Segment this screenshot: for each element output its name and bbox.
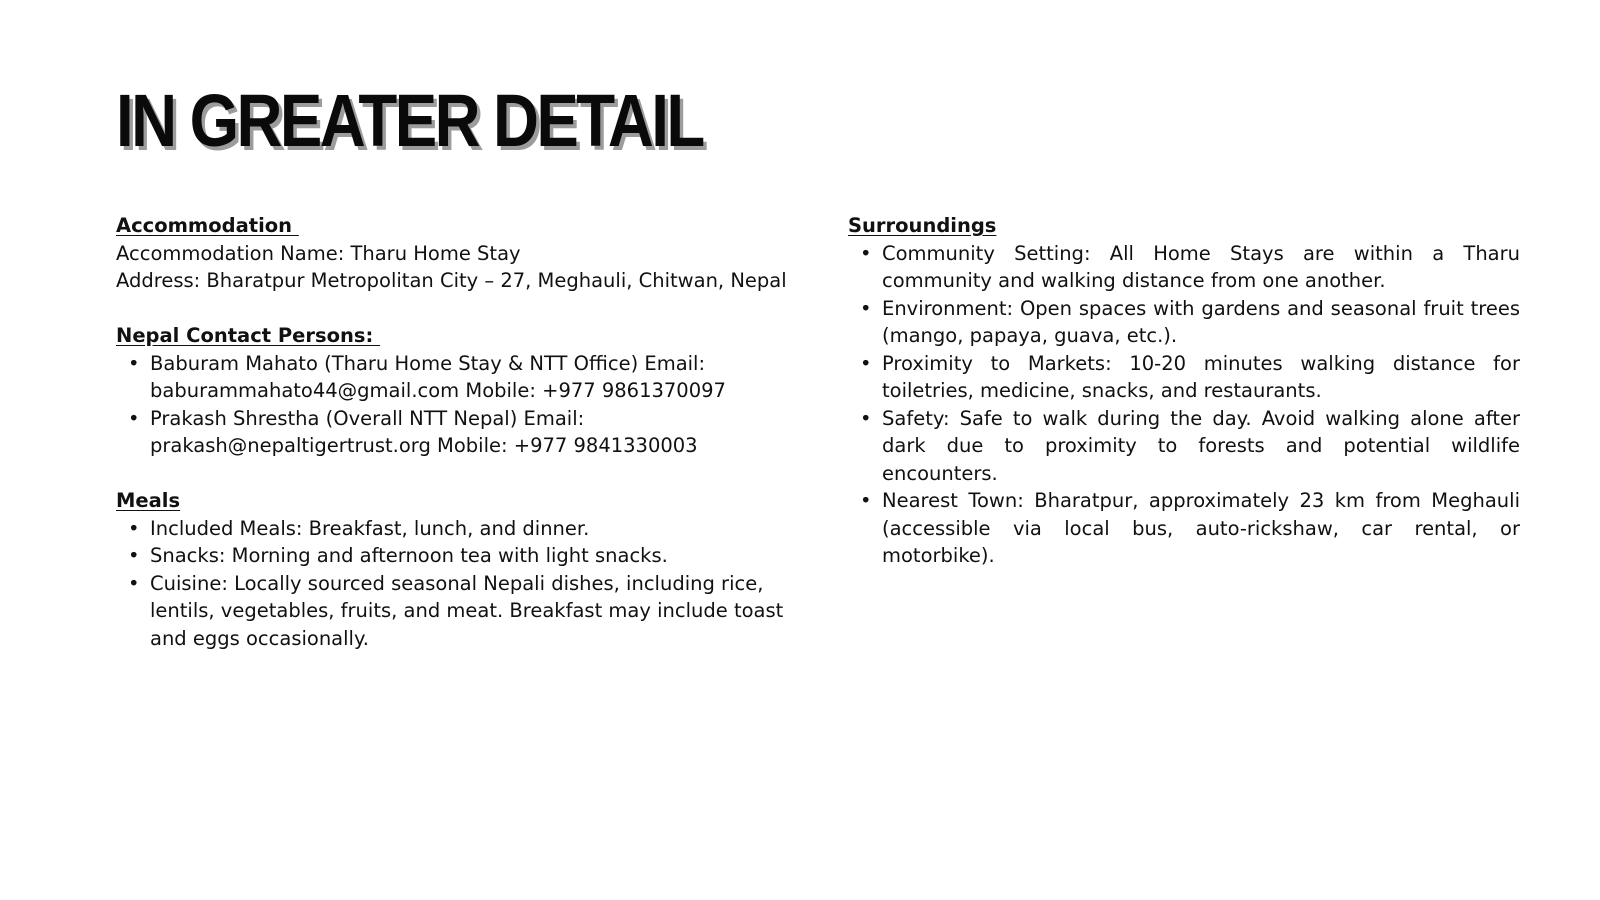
surroundings-heading: Surroundings — [848, 214, 997, 237]
accommodation-heading: Accommodation — [116, 214, 299, 237]
contact-item — [116, 405, 816, 460]
contacts-heading: Nepal Contact Persons: — [116, 324, 381, 347]
surroundings-item: • Safety: Safe to walk during the day. Avoid walking alone after dark due to proximity to forests and potential wildlife encounters. — [848, 405, 1520, 488]
meal-item: • Cuisine: Locally sourced seasonal Nepali dishes, including rice, lentils, vegetables, fruits, and meat. Breakfast may include toast and eggs occasionally. — [116, 570, 816, 653]
accommodation-address: Address: Bharatpur Metropolitan City – 27, Meghauli, Chitwan, Nepal — [116, 269, 787, 292]
surroundings-section — [848, 212, 1520, 570]
surroundings-list — [848, 240, 1520, 570]
contact-details-line: prakash@nepaltigertrust.org Mobile: +977 9841330003 — [150, 434, 698, 457]
meals-heading: Meals — [116, 489, 181, 512]
contact-name-line: • Prakash Shrestha (Overall NTT Nepal) Email: — [150, 406, 585, 430]
contacts-list — [116, 350, 816, 460]
surroundings-item: • Nearest Town: Bharatpur, approximately 23 km from Meghauli (accessible via local bus, auto-rickshaw, car rental, or motorbike). — [848, 487, 1520, 570]
section-spacer — [116, 295, 816, 323]
meal-item: • Included Meals: Breakfast, lunch, and dinner. — [116, 515, 816, 543]
surroundings-item: • Community Setting: All Home Stays are within a Tharu community and walking distance from one another. — [848, 240, 1520, 295]
accommodation-section — [116, 212, 816, 295]
left-column — [116, 212, 816, 652]
contact-name-line: • Baburam Mahato (Tharu Home Stay & NTT Office) Email: — [150, 351, 706, 375]
contacts-section — [116, 322, 816, 460]
accommodation-name: Accommodation Name: Tharu Home Stay — [116, 241, 521, 265]
meals-list — [116, 515, 816, 653]
contact-item — [116, 350, 816, 405]
meals-section — [116, 487, 816, 652]
surroundings-item: • Environment: Open spaces with gardens and seasonal fruit trees (mango, papaya, guava, etc.). — [848, 295, 1520, 350]
surroundings-item: • Proximity to Markets: 10-20 minutes walking distance for toiletries, medicine, snacks, and restaurants. — [848, 350, 1520, 405]
page-title: IN GREATER DETAIL — [116, 79, 703, 162]
section-spacer — [116, 460, 816, 488]
contact-details-line: baburammahato44@gmail.com Mobile: +977 9861370097 — [150, 379, 726, 402]
meal-item: • Snacks: Morning and afternoon tea with light snacks. — [116, 542, 816, 570]
right-column — [848, 212, 1520, 570]
